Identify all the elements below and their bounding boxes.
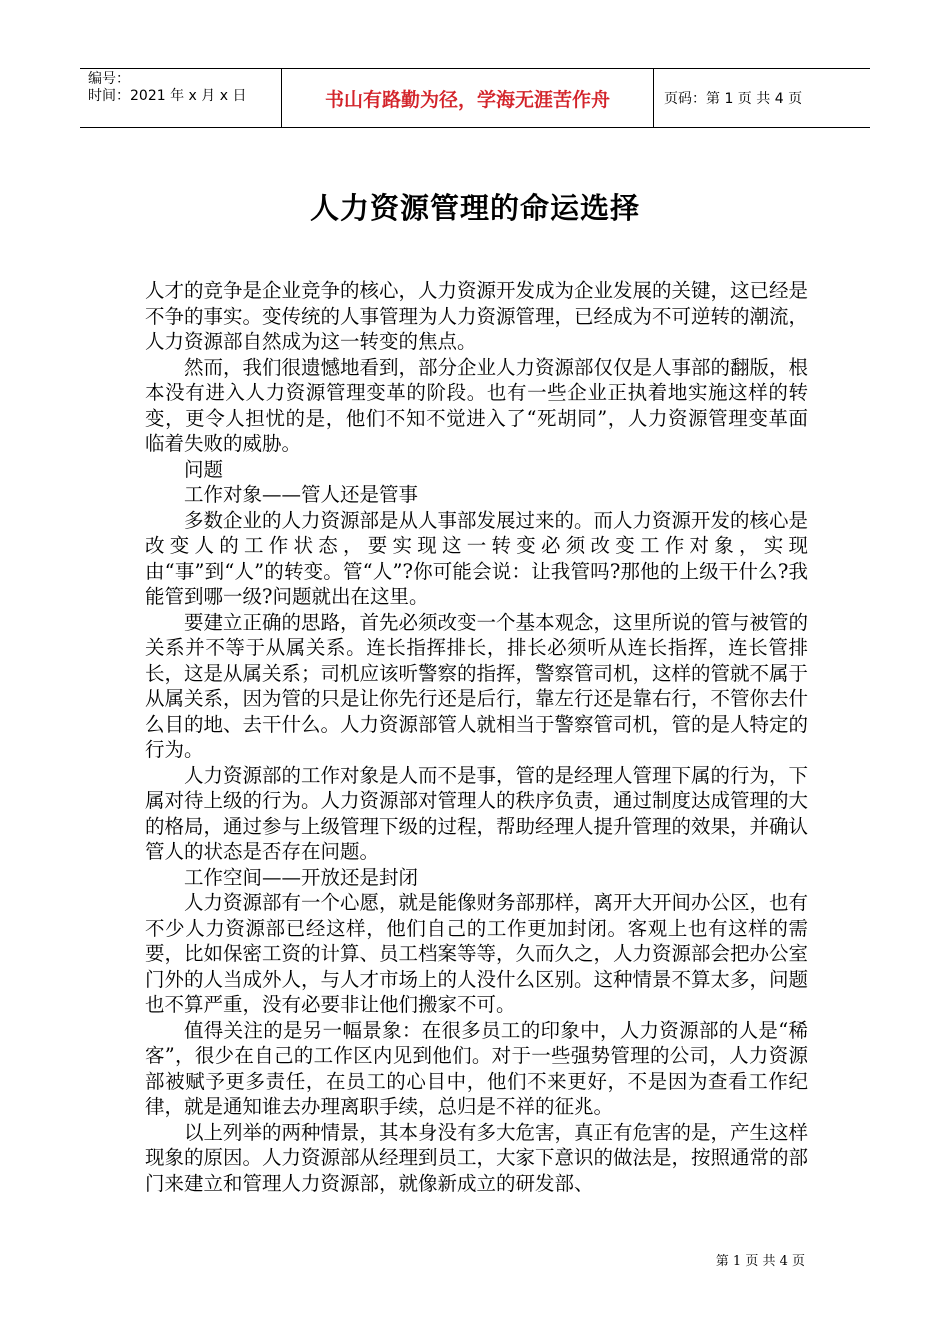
paragraph: 要建立正确的思路，首先必须改变一个基本观念，这里所说的管与被管的关系并不等于从属关系。连长指挥排长，排长必须听从连长指挥，连长管排长，这是从属关系；司机应该听警察的指挥，警察管司机，这样的管就不属于从属关系，因为管的只是让你先行还是后行，靠左行还是靠右行，不管你去什么目的地、去干什么。人力资源部管人就相当于警察管司机，管的是人特定的行为。 — [145, 610, 809, 761]
paragraph: 然而，我们很遗憾地看到，部分企业人力资源部仅仅是人事部的翻版，根本没有进入人力资源管理变革的阶段。也有一些企业正执着地实施这样的转变，更令人担忧的是，他们不知不觉进入了“死胡同”，人力资源管理变革面临着失败的威胁。 — [145, 355, 809, 455]
subsection-heading: 工作对象——管人还是管事 — [184, 483, 419, 506]
header-table — [80, 68, 870, 128]
subsection-heading: 工作空间——开放还是封闭 — [184, 865, 419, 889]
header-page-label: 页码：第 1 页 共 4 页 — [664, 91, 803, 107]
header-motto: 书山有路勤为径，学海无涯苦作舟 — [282, 69, 654, 127]
section-heading: 问题 — [184, 457, 224, 481]
header-meta — [80, 69, 282, 127]
paragraph: 多数企业的人力资源部是从人事部发展过来的。而人力资源开发的核心是改变人的工作状态，要实现这一转变必须改变工作对象，实现由“事”到“人”的转变。管“人”?你可能会说：让我管吗?那他的上级干什么?我能管到哪一级?问题就出在这里。 — [145, 508, 809, 608]
paragraph: 值得关注的是另一幅景象：在很多员工的印象中，人力资源部的人是“稀客”，很少在自己的工作区内见到他们。对于一些强势管理的公司，人力资源部被赋予更多责任，在员工的心目中，他们不来更好，不是因为查看工作纪律，就是通知谁去办理离职手续，总归是不祥的征兆。 — [145, 1018, 808, 1118]
paragraph: 人力资源部有一个心愿，就是能像财务部那样，离开大开间办公区，也有不少人力资源部已经这样，他们自己的工作更加封闭。客观上也有这样的需要，比如保密工资的计算、员工档案等等，久而久之，人力资源部会把办公室门外的人当成外人，与人才市场上的人没什么区别。这种情景不算太多，问题也不算严重，没有必要非让他们搬家不可。 — [145, 891, 809, 1016]
document-title: 人力资源管理的命运选择 — [309, 191, 640, 225]
page-footer: 第 1 页 共 4 页 — [715, 1254, 805, 1269]
number-label: 编号： — [88, 71, 130, 87]
paragraph: 人才的竞争是企业竞争的核心，人力资源开发成为企业发展的关键，这已经是不争的事实。变传统的人事管理为人力资源管理，已经成为不可逆转的潮流，人力资源部自然成为这一转变的焦点。 — [145, 279, 809, 353]
paragraph: 人力资源部的工作对象是人而不是事，管的是经理人管理下属的行为，下属对待上级的行为。人力资源部对管理人的秩序负责，通过制度达成管理的大的格局，通过参与上级管理下级的过程，帮助经理人提升管理的效果，并确认管人的状态是否存在问题。 — [145, 763, 809, 863]
document-body — [145, 278, 808, 1196]
paragraph: 以上列举的两种情景，其本身没有多大危害，真正有危害的是，产生这样现象的原因。人力资源部从经理到员工，大家下意识的做法是，按照通常的部门来建立和管理人力资源部，就像新成立的研发部、 — [145, 1120, 809, 1195]
date-label: 时间：2021 年 x 月 x 日 — [88, 88, 247, 104]
